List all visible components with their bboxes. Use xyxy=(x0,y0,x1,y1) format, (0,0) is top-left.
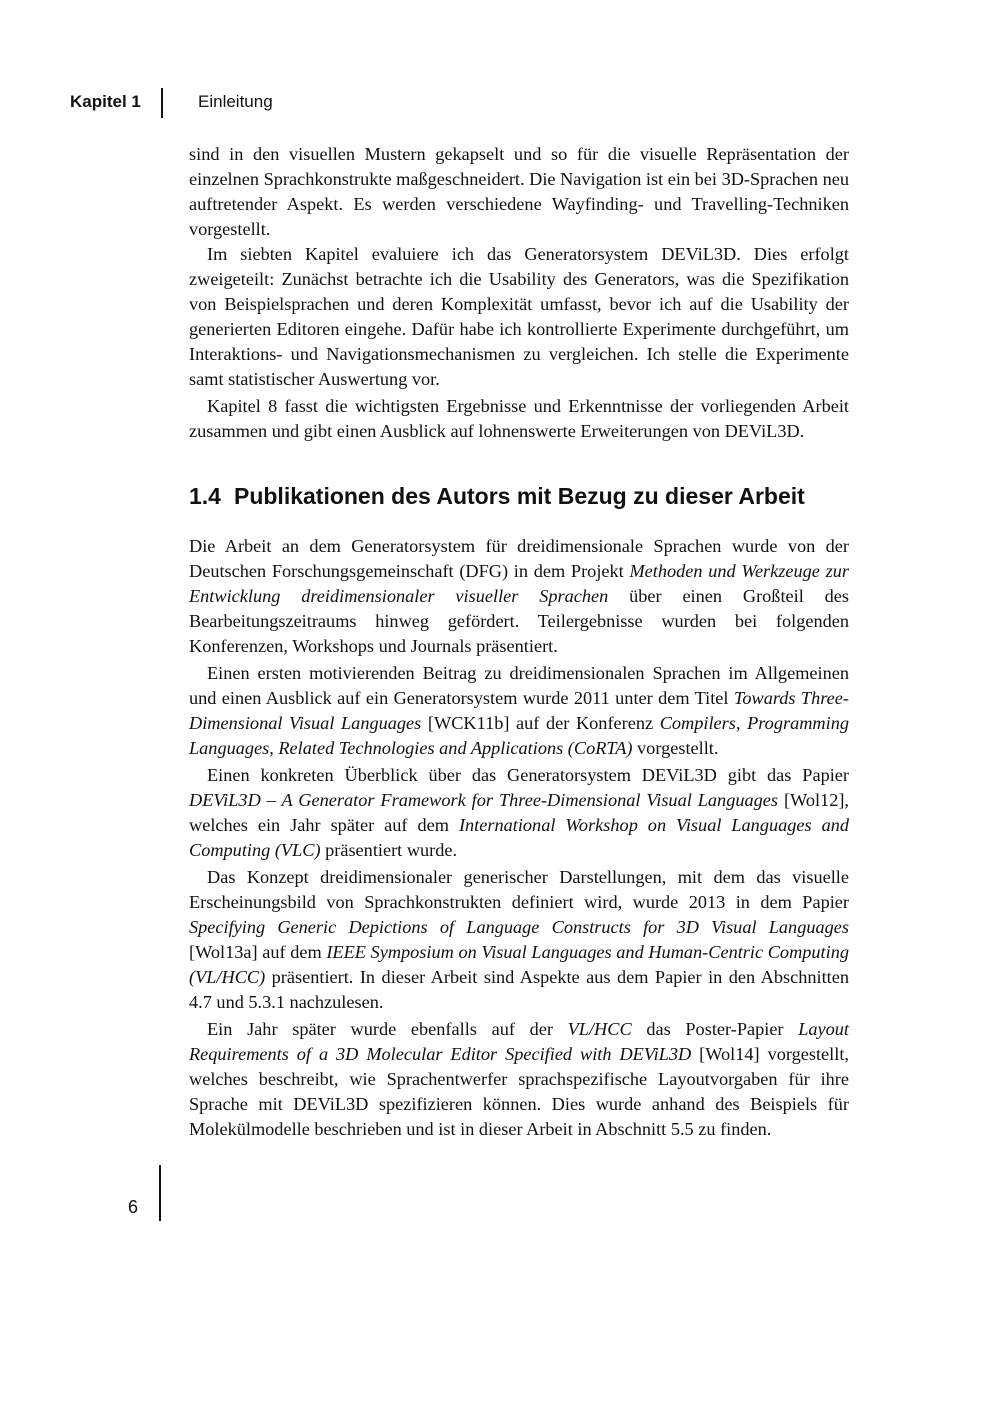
text-span: präsentiert. In dieser Arbeit sind Aspekte aus dem Papier in den Abschnitten 4.7 und 5.3.1 nachzulesen. xyxy=(189,967,849,1012)
text-span: Die Arbeit an dem Generatorsystem für dreidimensionale Sprachen wurde von der Deutschen Forschungsgemeinschaft (DFG) in dem Projekt xyxy=(189,536,849,581)
text-span: Einen konkreten Überblick über das Generatorsystem DEViL3D gibt das Papier xyxy=(207,765,849,785)
project-title: Methoden und Werkzeuge zur Entwicklung dreidimensionaler visueller Sprachen xyxy=(189,561,849,606)
publication-title: DEViL3D – A Generator Framework for Three-Dimensional Visual Languages xyxy=(189,790,778,810)
text-span: [Wol14] vorgestellt, welches beschreibt, wie Sprachentwerfer sprachspezifische Layoutvorgaben für ihre Sprache mit DEViL3D spezifizieren können. Dies wurde anhand des Beispiels für Molekülmodelle beschrieben und ist in dieser Arbeit in Abschnitt 5.5 zu finden. xyxy=(189,1044,849,1139)
text-span: präsentiert wurde. xyxy=(320,840,458,860)
section-title: Publikationen des Autors mit Bezug zu dieser Arbeit xyxy=(233,483,805,509)
text-span: [WCK11b] auf der Konferenz xyxy=(421,713,660,733)
conference-name: IEEE Symposium on Visual Languages and Human-Centric Computing (VL/HCC) xyxy=(189,942,849,987)
conference-name: VL/HCC xyxy=(567,1019,632,1039)
header-divider xyxy=(161,88,163,118)
text-span: Das Konzept dreidimensionaler generischer Darstellungen, mit dem das visuelle Erscheinungsbild von Sprachkonstrukten definiert wird, wurde 2013 in dem Papier xyxy=(189,867,849,912)
intro-paragraph-3: Kapitel 8 fasst die wichtigsten Ergebnisse und Erkenntnisse der vorliegenden Arbeit zusammen und gibt einen Ausblick auf lohnenswerte Erweiterungen von DEViL3D. xyxy=(189,396,849,441)
section-paragraph-5 xyxy=(189,1017,849,1142)
section-paragraph-4 xyxy=(189,865,849,1015)
publication-title: Layout Requirements of a 3D Molecular Editor Specified with DEViL3D xyxy=(189,1019,849,1064)
chapter-title: Einleitung xyxy=(198,92,273,111)
intro-paragraph-2: Im siebten Kapitel evaluiere ich das Generatorsystem DEViL3D. Dies erfolgt zweigeteilt: Zunächst betrachte ich die Usability des Generators, was die Spezifikation von Beispielsprachen und deren Komplexität umfasst, bevor ich auf die Usability der generierten Editoren eingehe. Dafür habe ich kontrollierte Experimente durchgeführt, um Interaktions- und Navigationsmechanismen zu vergleichen. Ich stelle die Experimente samt statistischer Auswertung vor. xyxy=(189,244,849,389)
text-span: Ein Jahr später wurde ebenfalls auf der xyxy=(207,1019,568,1039)
conference-name: Compilers, Programming Languages, Related Technologies and Applications (CoRTA) xyxy=(189,713,849,758)
text-span: Einen ersten motivierenden Beitrag zu dreidimensionalen Sprachen im Allgemeinen und einen Ausblick auf ein Generatorsystem wurde 2011 unter dem Titel xyxy=(189,663,849,708)
section-paragraph-1 xyxy=(189,534,849,659)
intro-paragraph-1: sind in den visuellen Mustern gekapselt und so für die visuelle Repräsentation der einzelnen Sprachkonstrukte maßgeschneidert. Die Navigation ist ein bei 3D-Sprachen neu auftretender Aspekt. Es werden verschiedene Wayfinding- und Travelling-Techniken vorgestellt. xyxy=(189,144,849,239)
body-text xyxy=(189,142,849,1142)
conference-name: International Workshop on Visual Languages and Computing (VLC) xyxy=(189,815,850,860)
text-span: vorgestellt. xyxy=(632,738,719,758)
footer-divider xyxy=(159,1165,161,1221)
section-paragraph-3 xyxy=(189,763,849,863)
chapter-label: Kapitel 1 xyxy=(70,92,141,111)
section-heading xyxy=(189,481,849,511)
page-number: 6 xyxy=(128,1197,139,1217)
publication-title: Specifying Generic Depictions of Language Constructs for 3D Visual Languages xyxy=(189,917,849,937)
text-span: das Poster-Papier xyxy=(631,1019,799,1039)
text-span: [Wol13a] auf dem xyxy=(189,942,327,962)
publication-title: Towards Three-Dimensional Visual Languages xyxy=(189,688,849,733)
text-span: über einen Großteil des Bearbeitungszeitraums hinweg gefördert. Teilergebnisse wurden bei folgenden Konferenzen, Workshops und Journals präsentiert. xyxy=(189,586,849,656)
page-footer xyxy=(0,1165,200,1225)
section-number: 1.4 xyxy=(189,483,221,509)
section-paragraph-2 xyxy=(189,661,849,761)
text-span: [Wol12], welches ein Jahr später auf dem xyxy=(189,790,849,835)
